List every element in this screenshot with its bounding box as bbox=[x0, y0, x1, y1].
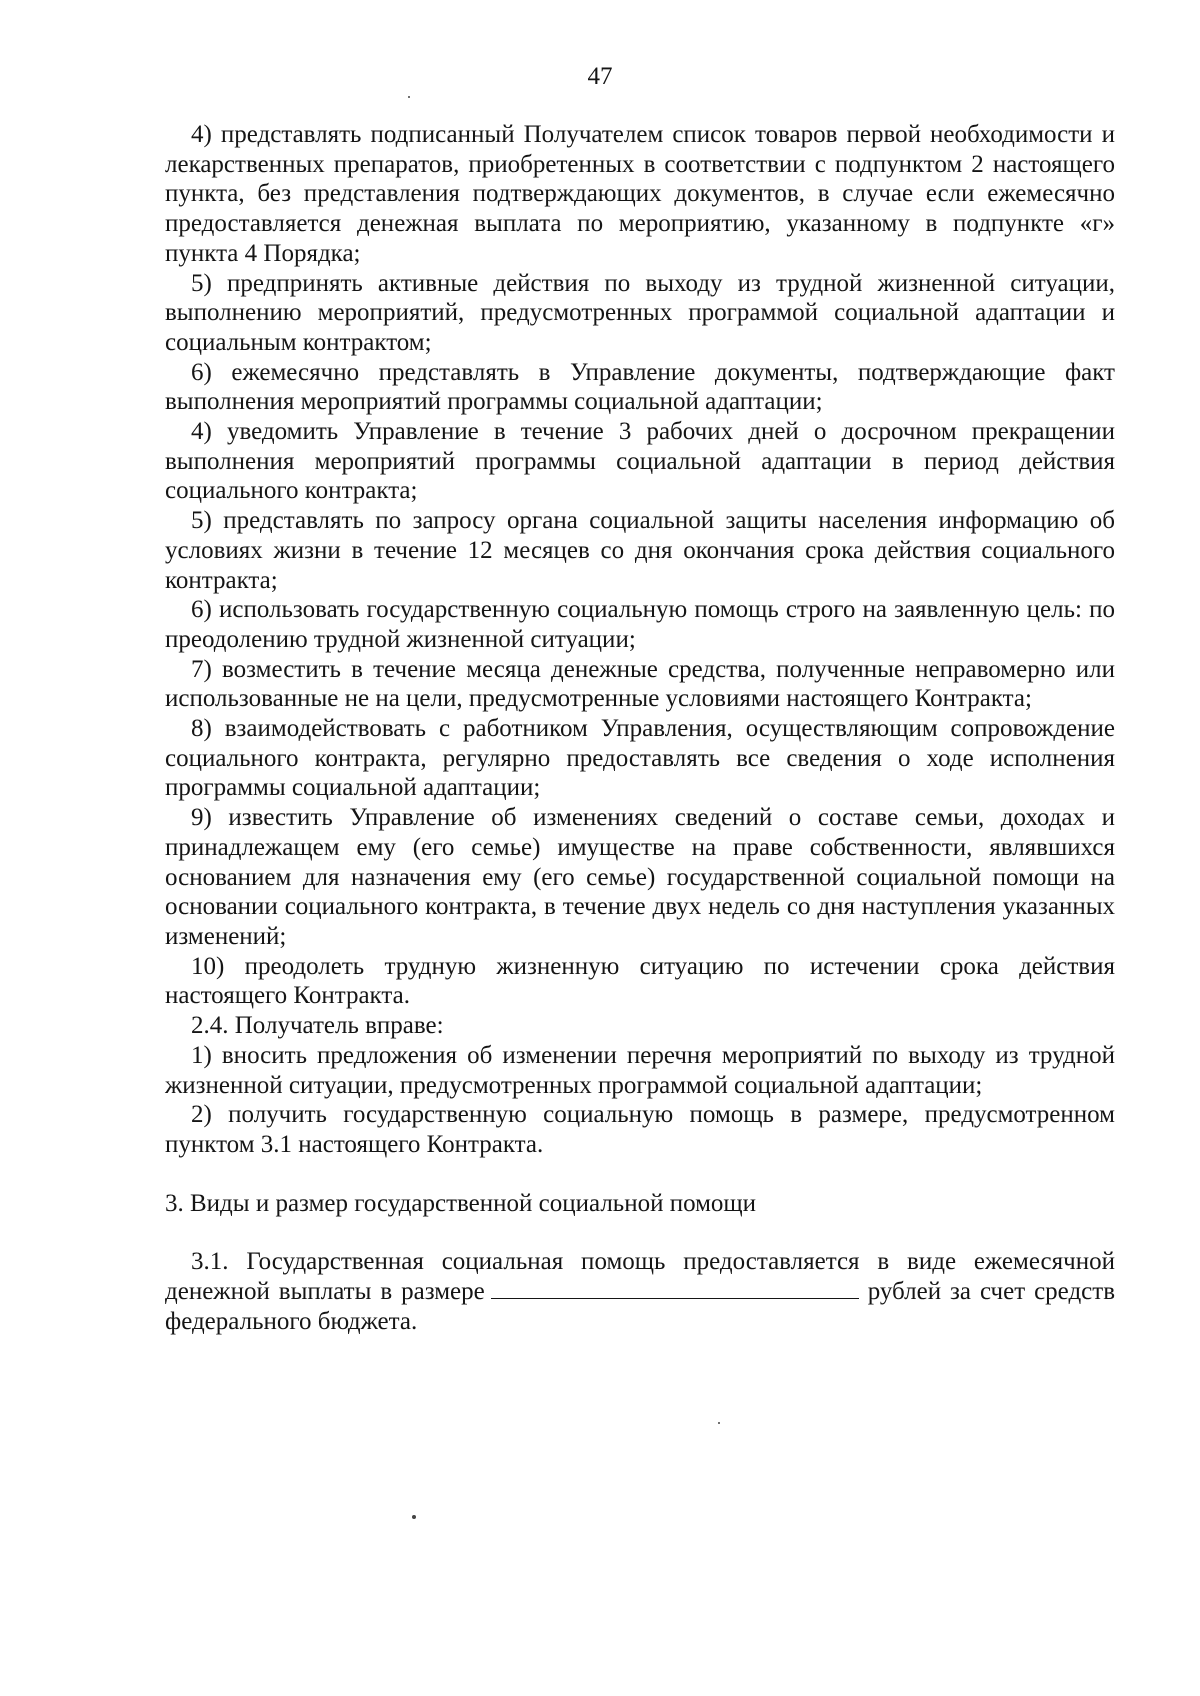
obligation-item: 8) взаимодействовать с работником Управления, осуществляющим сопровождение социального контракта, регулярно предоставлять все сведения о ходе исполнения программы социальной адаптации; bbox=[165, 715, 1115, 802]
page-number: 47 bbox=[587, 63, 613, 90]
clause-3-1 bbox=[165, 1247, 1115, 1336]
document-body bbox=[165, 120, 1115, 1336]
obligation-item: 7) возместить в течение месяца денежные средства, полученные неправомерно или использованные не на цели, предусмотренные условиями настоящего Контракта; bbox=[165, 655, 1115, 713]
section-spacer bbox=[165, 1160, 1115, 1189]
obligation-item: 6) использовать государственную социальную помощь строго на заявленную цель: по преодолению трудной жизненной ситуации; bbox=[165, 596, 1115, 653]
scan-speck bbox=[408, 96, 410, 98]
obligation-item: 10) преодолеть трудную жизненную ситуацию по истечении срока действия настоящего Контракта. bbox=[165, 952, 1115, 1010]
amount-blank-line bbox=[491, 1278, 859, 1299]
right-item: 2) получить государственную социальную помощь в размере, предусмотренном пунктом 3.1 настоящего Контракта. bbox=[165, 1101, 1115, 1158]
clause-3-1-text: 3.1. Государственная социальная помощь предоставляется в виде ежемесячной денежной выплаты в размере bbox=[165, 1248, 1115, 1306]
section-3-heading: 3. Виды и размер государственной социальной помощи bbox=[165, 1189, 757, 1217]
clause-2-4-heading: 2.4. Получатель вправе: bbox=[191, 1012, 444, 1040]
obligation-item: 5) представлять по запросу органа социальной защиты населения информацию об условиях жизни в течение 12 месяцев со дня окончания срока действия социального контракта; bbox=[165, 507, 1115, 594]
scan-speck bbox=[412, 1515, 416, 1519]
section-spacer bbox=[165, 1218, 1115, 1247]
obligation-item: 9) известить Управление об изменениях сведений о составе семьи, доходах и принадлежащем ему (его семье) имуществе на праве собственности, являвшихся основанием для назначения ему (его семье) государственной социальной помощи на основании социального контракта, в течение двух недель со дня наступления указанных изменений; bbox=[165, 804, 1115, 950]
right-item: 1) вносить предложения об изменении перечня мероприятий по выходу из трудной жизненной ситуации, предусмотренных программой социальной адаптации; bbox=[165, 1041, 1115, 1099]
scan-speck bbox=[718, 1422, 720, 1424]
obligation-item: 6) ежемесячно представлять в Управление документы, подтверждающие факт выполнения мероприятий программы социальной адаптации; bbox=[165, 358, 1115, 416]
obligation-item: 4) представлять подписанный Получателем список товаров первой необходимости и лекарственных препаратов, приобретенных в соответствии с подпунктом 2 настоящего пункта, без представления подтверждающих документов, в случае если ежемесячно предоставляется денежная выплата по мероприятию, указанному в подпункте «г» пункта 4 Порядка; bbox=[165, 121, 1115, 267]
clause-3-1-text-end: рублей за счет средств федерального бюджета. bbox=[165, 1278, 1115, 1335]
obligation-item: 4) уведомить Управление в течение 3 рабочих дней о досрочном прекращении выполнения мероприятий программы социальной адаптации в период действия социального контракта; bbox=[165, 418, 1115, 505]
obligation-item: 5) предпринять активные действия по выходу из трудной жизненной ситуации, выполнению мероприятий, предусмотренных программой социальной адаптации и социальным контрактом; bbox=[165, 269, 1115, 356]
